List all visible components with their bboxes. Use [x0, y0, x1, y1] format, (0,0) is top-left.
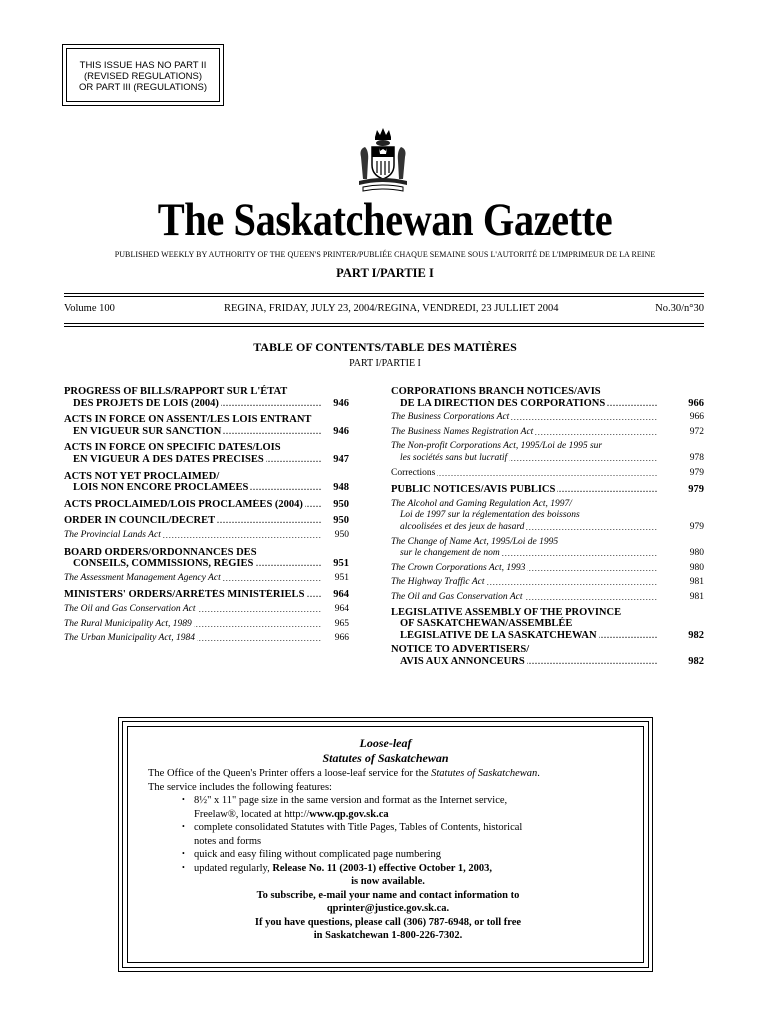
website-link[interactable]: www.qp.gov.sk.ca: [309, 808, 389, 820]
looseleaf-statutes-box: [122, 721, 649, 968]
toc-entry[interactable]: DES PROJETS DE LOIS (2004) ..... 946: [64, 398, 349, 410]
toc-entry[interactable]: MINISTERS' ORDERS/ARRÊTÉS MINISTÉRIELS ..... 964: [64, 589, 349, 601]
toc-entry-line: The Non-profit Corporations Act, 1995/Loi de 1995 sur: [391, 441, 603, 452]
page-number: 979: [689, 467, 704, 478]
looseleaf-subtitle: Statutes of Saskatchewan: [322, 751, 449, 765]
page-number: 965: [334, 618, 349, 629]
page-number: 966: [689, 412, 704, 423]
toc-entry[interactable]: EN VIGUEUR SUR SANCTION ..... 946: [64, 426, 349, 438]
toc-entry[interactable]: The Highway Traffic Act ..... 981: [391, 577, 704, 589]
toc-entry[interactable]: The Provincial Lands Act ..... 950: [64, 530, 349, 542]
toc-entry[interactable]: EN VIGUEUR À DES DATES PRÉCISES ..... 947: [64, 454, 349, 466]
page-number: 964: [333, 589, 349, 601]
toc-entry[interactable]: alcoolisées et des jeux de hasard ..... 979: [391, 522, 704, 534]
toc-subheading: PART I/PARTIE I: [349, 358, 421, 369]
rule-mid-1: [64, 323, 704, 324]
page-number: 948: [333, 482, 349, 494]
toc-entry-line: LEGISLATIVE ASSEMBLY OF THE PROVINCE: [391, 606, 622, 618]
page-number: 966: [688, 397, 704, 409]
email-address[interactable]: qprinter@justice.gov.sk.ca.: [326, 903, 450, 914]
saskatchewan-coat-of-arms-logo: [355, 127, 411, 193]
page-number: 951: [334, 572, 349, 583]
looseleaf-body: [148, 767, 628, 943]
page-number: 979: [688, 484, 704, 496]
release-availability: is now available.: [351, 876, 425, 887]
page-number: 978: [689, 452, 704, 463]
looseleaf-title: Loose-leaf: [359, 736, 412, 750]
toc-entry[interactable]: The Urban Municipality Act, 1984 ..... 966: [64, 633, 349, 645]
toc-entry-line: The Alcohol and Gaming Regulation Act, 1997/: [391, 498, 572, 509]
toc-right-column: [391, 386, 704, 667]
toc-entry[interactable]: LÉGISLATIVE DE LA SASKATCHEWAN ..... 982: [391, 630, 704, 642]
page-number: 950: [333, 515, 349, 527]
toc-entry[interactable]: AVIS AUX ANNONCEURS ..... 982: [391, 656, 704, 668]
looseleaf-intro: The Office of the Queen's Printer offers a loose-leaf service for the Statutes of Saskatchewan.: [148, 768, 540, 779]
page-number: 947: [333, 453, 349, 465]
issue-number: No.30/n°30: [655, 303, 704, 314]
toc-entry-line: CORPORATIONS BRANCH NOTICES/AVIS: [391, 386, 601, 397]
feature-item: • quick and easy filing without complicated page numbering: [184, 848, 628, 862]
toc-entry-line: ACTS IN FORCE ON ASSENT/LES LOIS ENTRANT: [64, 414, 312, 426]
toc-entry[interactable]: LOIS NON ENCORE PROCLAMÉES ..... 948: [64, 482, 349, 494]
rule-top-2: [64, 296, 704, 297]
contact-phone-line: If you have questions, please call (306) 787-6948, or toll free: [254, 916, 522, 928]
toc-entry[interactable]: DE LA DIRECTION DES CORPORATIONS ..... 966: [391, 398, 704, 410]
volume-number: Volume 100: [64, 303, 115, 314]
page-number: 980: [689, 562, 704, 573]
toc-entry-line: Loi de 1997 sur la réglementation des boissons: [400, 510, 580, 521]
toc-entry[interactable]: ORDER IN COUNCIL/DÉCRET ..... 950: [64, 515, 349, 527]
feature-list: [148, 794, 628, 875]
toc-entry-line: PROGRESS OF BILLS/RAPPORT SUR L'ÉTAT: [64, 386, 288, 397]
toc-entry[interactable]: PUBLIC NOTICES/AVIS PUBLICS ..... 979: [391, 484, 704, 496]
page-number: 950: [334, 529, 349, 540]
toc-entry[interactable]: CONSEILS, COMMISSIONS, RÉGIES ..... 951: [64, 558, 349, 570]
page-number: 972: [689, 426, 704, 437]
toc-heading: TABLE OF CONTENTS/TABLE DES MATIÈRES: [253, 340, 517, 354]
toc-entry-line: NOTICE TO ADVERTISERS/: [391, 644, 530, 656]
page-number: 950: [333, 498, 349, 510]
toc-entry[interactable]: les sociétés sans but lucratif ..... 978: [391, 453, 704, 465]
no-part-notice-box: [66, 48, 220, 102]
page-number: 982: [688, 629, 704, 641]
subscribe-line-1: To subscribe, e-mail your name and contact information to: [256, 889, 520, 901]
toc-entry-line: ACTS NOT YET PROCLAIMED/: [64, 470, 220, 482]
toc-entry[interactable]: The Oil and Gas Conservation Act ..... 964: [64, 604, 349, 616]
notice-line-2: (REVISED REGULATIONS): [83, 71, 203, 82]
toc-entry[interactable]: The Business Corporations Act ..... 966: [391, 412, 704, 424]
feature-item: • complete consolidated Statutes with Title Pages, Tables of Contents, historical notes and forms: [184, 821, 628, 848]
toc-entry[interactable]: The Assessment Management Agency Act ..... 951: [64, 573, 349, 585]
toc-entry[interactable]: sur le changement de nom ..... 980: [391, 548, 704, 560]
toc-entry-line: BOARD ORDERS/ORDONNANCES DES: [64, 546, 257, 558]
toc-entry[interactable]: The Rural Municipality Act, 1989 ..... 965: [64, 619, 349, 631]
page-number: 946: [333, 425, 349, 437]
page-number: 964: [334, 603, 349, 614]
page-number: 966: [334, 633, 349, 644]
page-number: 980: [689, 548, 704, 559]
part-heading: PART I/PARTIE I: [336, 266, 434, 280]
toc-entry[interactable]: The Business Names Registration Act ..... 972: [391, 427, 704, 439]
looseleaf-intro-2: The service includes the following features:: [148, 781, 332, 793]
page-number: 979: [689, 521, 704, 532]
gazette-title: The Saskatchewan Gazette: [157, 194, 613, 246]
feature-item: • updated regularly, Release No. 11 (2003-1) effective October 1, 2003,: [184, 862, 628, 876]
toc-left-column: [64, 386, 349, 645]
toc-entry-line: The Change of Name Act, 1995/Loi de 1995: [391, 536, 559, 547]
toc-entry[interactable]: ACTS PROCLAIMED/LOIS PROCLAMÉES (2004) ..... 950: [64, 499, 349, 511]
rule-mid-2: [64, 326, 704, 327]
toc-entry-line: OF SASKATCHEWAN/ASSEMBLÉE: [400, 618, 573, 630]
notice-line-1: THIS ISSUE HAS NO PART II: [79, 60, 207, 71]
publisher-line: PUBLISHED WEEKLY BY AUTHORITY OF THE QUEEN'S PRINTER/PUBLIÉE CHAQUE SEMAINE SOUS L'AUTORITÉ DE L'IMPRIMEUR DE LA REINE: [114, 250, 656, 259]
toc-entry[interactable]: The Crown Corporations Act, 1993 ..... 980: [391, 563, 704, 575]
page-number: 982: [688, 655, 704, 667]
page-number: 981: [689, 591, 704, 602]
page-number: 946: [333, 397, 349, 409]
notice-line-3: OR PART III (REGULATIONS): [78, 82, 208, 93]
toc-entry-line: ACTS IN FORCE ON SPECIFIC DATES/LOIS: [64, 442, 281, 454]
toc-entry[interactable]: The Oil and Gas Conservation Act ..... 981: [391, 592, 704, 604]
page-number: 951: [333, 558, 349, 570]
toll-free-line: in Saskatchewan 1-800-226-7302.: [313, 930, 463, 941]
rule-top-1: [64, 293, 704, 294]
toc-entry[interactable]: Corrections ..... 979: [391, 468, 704, 480]
looseleaf-inner-border: [127, 726, 644, 963]
issue-date: REGINA, FRIDAY, JULY 23, 2004/REGINA, VENDREDI, 23 JULLIET 2004: [224, 303, 559, 314]
feature-item: • 8½" x 11" page size in the same version and format as the Internet service, Freelaw®, located at http://www.qp.gov.sk.ca: [184, 794, 628, 821]
page-number: 981: [689, 577, 704, 588]
